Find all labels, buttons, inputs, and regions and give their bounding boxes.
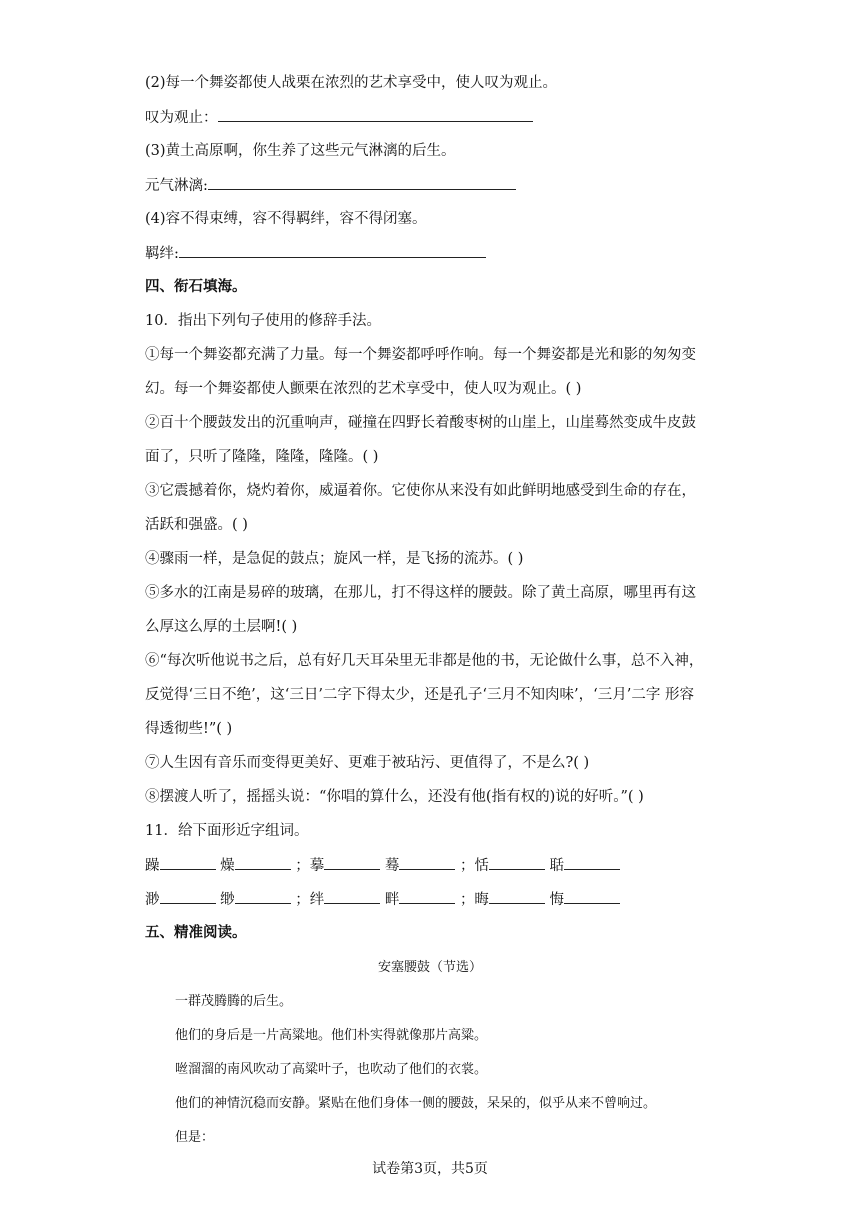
answer-line-yuanqilinli: [145, 175, 730, 196]
char-label: ；晦: [459, 892, 489, 908]
sentence-1-line-2: 幻。每一个舞姿都使人颤栗在浓烈的艺术享受中，使人叹为观止。( ): [145, 381, 582, 397]
reading-paragraph-1: 一群茂腾腾的后生。: [175, 994, 293, 1009]
char-label: ；恬: [459, 858, 489, 874]
word-blank[interactable]: [564, 855, 620, 870]
sentence-3-line-2: 活跃和强盛。( ): [145, 517, 248, 533]
char-label: ；绊: [295, 892, 325, 908]
sentence-6-line-3: 得透彻些!”( ): [145, 721, 233, 737]
sentence-2-line-2: 面了，只听了隆隆，隆隆，隆隆。( ): [145, 449, 379, 465]
answer-line-jiban: [145, 243, 730, 264]
sentence-6-line-1: ⑥“每次听他说书之后，总有好几天耳朵里无非都是他的书，无论做什么事，总不入神，: [145, 653, 704, 669]
sentence-6-line-2: 反觉得‘三日不绝’，这‘三日’二字下得太少，还是孔子‘三月不知肉味’，‘三月’二字 形容: [145, 687, 694, 703]
sentence-1-line-1: ①每一个舞姿都充满了力量。每一个舞姿都呼呼作响。每一个舞姿都是光和影的匆匆变: [145, 347, 696, 363]
answer-line-tanweiguanzhi: [145, 107, 730, 128]
sentence-3-line-1: ③它震撼着你，烧灼着你，威逼着你。它使你从来没有如此鲜明地感受到生命的存在，: [145, 483, 696, 499]
word-blank[interactable]: [160, 889, 216, 904]
sentence-2-line-1: ②百十个腰鼓发出的沉重响声，碰撞在四野长着酸枣树的山崖上，山崖蓦然变成牛皮鼓: [145, 415, 696, 431]
word-blank[interactable]: [324, 889, 380, 904]
char-label: 燥: [220, 858, 235, 874]
vocab-question-3: (3)黄土高原啊，你生养了这些元气淋漓的后生。: [145, 143, 456, 159]
reading-paragraph-5: 但是：: [175, 1130, 215, 1145]
answer-blank[interactable]: [179, 243, 486, 258]
char-label: 渺: [145, 892, 160, 908]
char-label: 蓦: [384, 858, 400, 874]
reading-paragraph-2: 他们的身后是一片高粱地。他们朴实得就像那片高粱。: [175, 1028, 488, 1043]
sentence-7: ⑦人生因有音乐而变得更美好、更难于被玷污、更值得了，不是么?( ): [145, 755, 590, 771]
char-label: ；摹: [295, 858, 325, 874]
char-label: 畔: [384, 892, 400, 908]
vocab-question-2: (2)每一个舞姿都使人战栗在浓烈的艺术享受中，使人叹为观止。: [145, 75, 558, 91]
reading-title: 安塞腰鼓（节选）: [377, 960, 482, 975]
word-blank[interactable]: [399, 889, 455, 904]
char-label: 聒: [549, 858, 565, 874]
word-blank[interactable]: [489, 855, 545, 870]
word-blank[interactable]: [160, 855, 216, 870]
page-footer: 试卷第3页，共5页: [372, 1161, 488, 1177]
sentence-5-line-1: ⑤多水的江南是易碎的玻璃，在那儿，打不得这样的腰鼓。除了黄土高原，哪里再有这: [145, 585, 696, 601]
section-heading-4: 四、衔石填海。: [145, 278, 247, 295]
word-blank[interactable]: [235, 889, 291, 904]
sentence-8: ⑧摆渡人听了，摇摇头说：“你唱的算什么，还没有他(指有权的)说的好听。”( ): [145, 789, 644, 805]
term-label: 叹为观止：: [145, 110, 218, 126]
char-label: 缈: [220, 892, 235, 908]
vocab-row-2: [145, 889, 730, 910]
answer-blank[interactable]: [208, 175, 516, 190]
answer-blank[interactable]: [218, 107, 533, 122]
word-blank[interactable]: [324, 855, 380, 870]
term-label: 元气淋漓:: [145, 178, 208, 194]
term-label: 羁绊:: [145, 246, 179, 262]
word-blank[interactable]: [235, 855, 291, 870]
vocab-question-4: (4)容不得束缚，容不得羁绊，容不得闭塞。: [145, 211, 427, 227]
sentence-5-line-2: 么厚这么厚的土层啊!( ): [145, 619, 298, 635]
word-blank[interactable]: [489, 889, 545, 904]
reading-paragraph-3: 咝溜溜的南风吹动了高粱叶子，也吹动了他们的衣裳。: [175, 1062, 488, 1077]
question-10: 10．指出下列句子使用的修辞手法。: [145, 313, 381, 329]
char-label: 躁: [145, 858, 160, 874]
word-blank[interactable]: [564, 889, 620, 904]
sentence-4: ④骤雨一样，是急促的鼓点；旋风一样，是飞扬的流苏。( ): [145, 551, 524, 567]
word-blank[interactable]: [399, 855, 455, 870]
section-heading-5: 五、精准阅读。: [145, 924, 247, 941]
char-label: 悔: [549, 892, 565, 908]
question-11: 11．给下面形近字组词。: [145, 823, 309, 839]
vocab-row-1: [145, 855, 730, 876]
reading-paragraph-4: 他们的神情沉稳而安静。紧贴在他们身体一侧的腰鼓，呆呆的，似乎从来不曾响过。: [175, 1096, 657, 1111]
